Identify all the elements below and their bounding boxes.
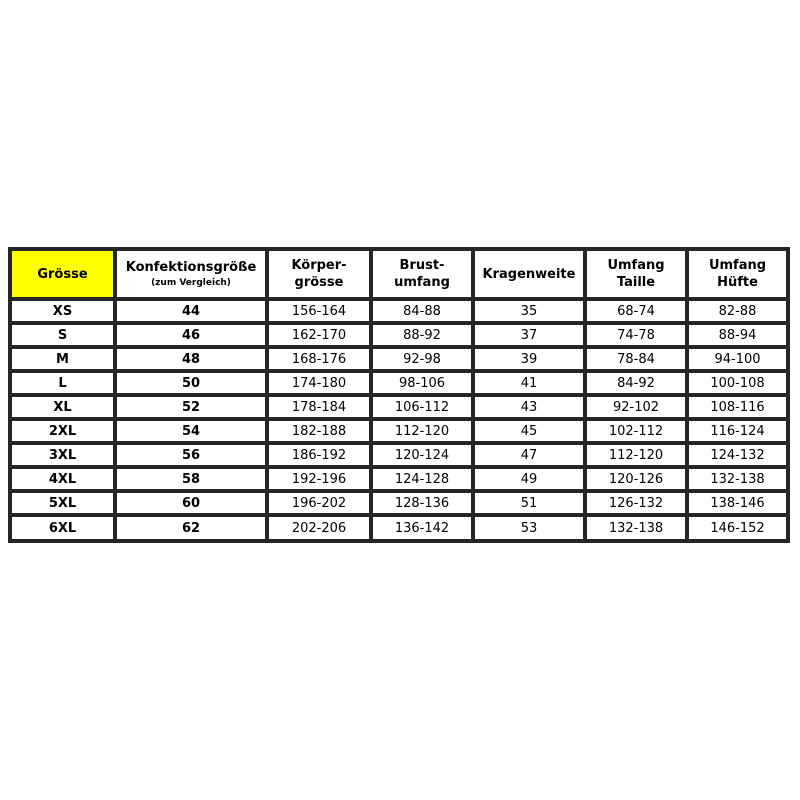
table-cell: 53 [475,517,583,539]
table-cell: 51 [475,493,583,513]
table-cell: 58 [117,469,265,489]
table-cell: 68-74 [587,301,685,321]
table-cell: 88-94 [689,325,786,345]
table-cell: 178-184 [269,397,369,417]
table-cell: 116-124 [689,421,786,441]
table-cell: 56 [117,445,265,465]
table-cell: 46 [117,325,265,345]
table-cell: 108-116 [689,397,786,417]
table-row [12,469,786,489]
table-body [12,301,786,539]
table-cell: 54 [117,421,265,441]
table-cell: 88-92 [373,325,471,345]
table-cell: 124-128 [373,469,471,489]
table-cell: 4XL [12,469,113,489]
table-cell: 168-176 [269,349,369,369]
table-cell: 48 [117,349,265,369]
table-cell: 202-206 [269,517,369,539]
table-cell: 74-78 [587,325,685,345]
table-cell: 43 [475,397,583,417]
header-groesse: Grösse [12,251,113,297]
table-cell: 196-202 [269,493,369,513]
table-row [12,397,786,417]
table-cell: 146-152 [689,517,786,539]
table-cell: 136-142 [373,517,471,539]
table-cell: 39 [475,349,583,369]
table-cell: 126-132 [587,493,685,513]
table-cell: 92-102 [587,397,685,417]
table-cell: 100-108 [689,373,786,393]
table-cell: 156-164 [269,301,369,321]
table-cell: 94-100 [689,349,786,369]
header-umfang-huefte: Umfang Hüfte [689,251,786,297]
header-koerpergroesse: Körper- grösse [269,251,369,297]
table-row [12,517,786,539]
table-cell: 174-180 [269,373,369,393]
table-cell: 106-112 [373,397,471,417]
table-cell: 124-132 [689,445,786,465]
table-cell: XS [12,301,113,321]
table-cell: 138-146 [689,493,786,513]
table-row [12,301,786,321]
table-row [12,349,786,369]
table-cell: 37 [475,325,583,345]
table-cell: 49 [475,469,583,489]
table-row [12,373,786,393]
table-cell: 120-126 [587,469,685,489]
table-cell: 128-136 [373,493,471,513]
table-cell: 84-92 [587,373,685,393]
header-konfektionsgroesse: Konfektionsgröße (zum Vergleich) [117,251,265,297]
table-cell: 112-120 [373,421,471,441]
table-cell: 162-170 [269,325,369,345]
table-cell: 44 [117,301,265,321]
table-cell: 47 [475,445,583,465]
table-cell: 98-106 [373,373,471,393]
table-cell: 132-138 [689,469,786,489]
table-cell: 35 [475,301,583,321]
table-row [12,493,786,513]
table-cell: 41 [475,373,583,393]
header-umfang-taille: Umfang Taille [587,251,685,297]
table-cell: 5XL [12,493,113,513]
table-cell: 62 [117,517,265,539]
table-cell: L [12,373,113,393]
table-cell: 60 [117,493,265,513]
table-cell: 132-138 [587,517,685,539]
table-cell: 82-88 [689,301,786,321]
table-cell: 92-98 [373,349,471,369]
table-cell: S [12,325,113,345]
table-cell: XL [12,397,113,417]
header-row [12,251,786,297]
table-cell: 2XL [12,421,113,441]
table-cell: M [12,349,113,369]
table-cell: 50 [117,373,265,393]
table-row [12,445,786,465]
table-cell: 112-120 [587,445,685,465]
size-chart-table [8,247,790,543]
table-cell: 182-188 [269,421,369,441]
table-cell: 186-192 [269,445,369,465]
header-brustumfang: Brust- umfang [373,251,471,297]
table-cell: 6XL [12,517,113,539]
table-cell: 78-84 [587,349,685,369]
table-cell: 45 [475,421,583,441]
table-cell: 52 [117,397,265,417]
table-cell: 192-196 [269,469,369,489]
table-row [12,421,786,441]
table-cell: 3XL [12,445,113,465]
table-cell: 120-124 [373,445,471,465]
header-kragenweite: Kragenweite [475,251,583,297]
table-row [12,325,786,345]
table-cell: 84-88 [373,301,471,321]
table-cell: 102-112 [587,421,685,441]
